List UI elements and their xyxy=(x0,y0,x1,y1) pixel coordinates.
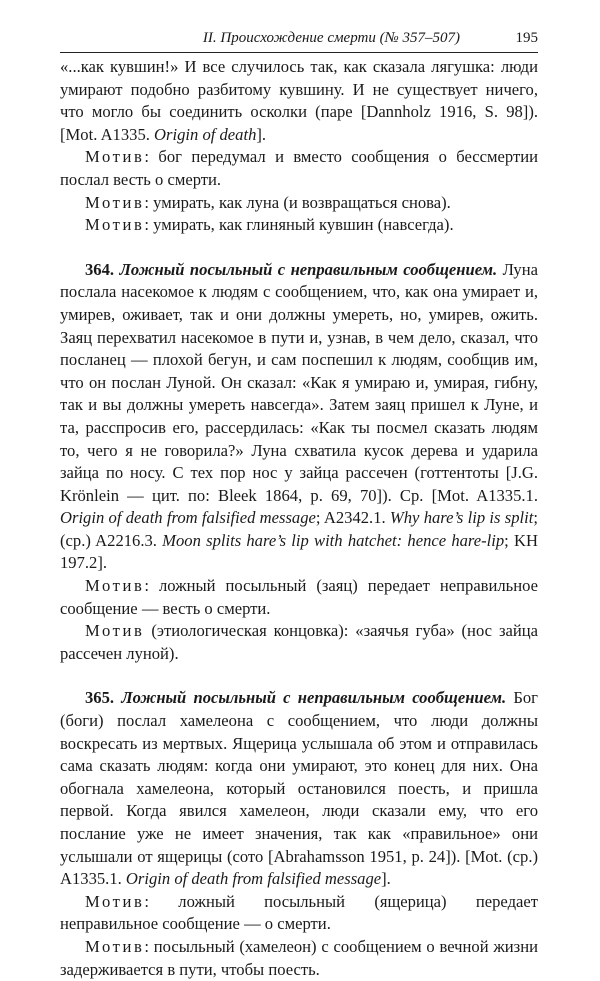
running-header xyxy=(60,28,538,53)
motif-label: Мотив xyxy=(85,891,145,911)
motif-label: Мотив xyxy=(85,192,145,212)
page-body xyxy=(60,56,538,981)
motif-label: Мотив xyxy=(85,621,145,641)
motif-label: Мотив xyxy=(85,576,145,596)
motif-line: Мотив: ложный посыльный (ящерица) передает неправильное сообщение — о смерти. xyxy=(60,891,538,934)
entry-title: Ложный посыльный с неправильным сообщением. xyxy=(119,259,498,279)
motif-label: Мотив xyxy=(85,936,145,956)
motif-label: Мотив xyxy=(85,215,145,235)
entry-number: 365. xyxy=(85,688,115,708)
entry-364: 364. Ложный посыльный с неправильным сообщением. Луна послала насекомое к людям с сообщением, что, как она умирает и, умирев, оживает, так и они должны умереть, но, умирев, ожить. Заяц перехватил насекомое в пути и, узнав, в чем дело, сказал, что посланец — плохой бегун, и сам поспешил к людям, сообщив им, что он послан Луной. Он сказал: «Как я умираю и, умирая, гибну, так и вы должны умереть навсегда». Затем заяц пришел к Луне, и та, расспросив его, рассердилась: «Как ты посмел сказать людям то, чего я не говорила?» Луна схватила кусок дерева и ударила зайца по носу. С тех пор нос у зайца рассечен (готтентоты [J.G. Krönlein — цит. по: Bleek 1864, p. 69, 70]). Ср. [Mot. A1335.1. Origin of death from falsified message; A2342.1. Why hare’s lip is split; (ср.) A2216.3. Moon splits hare’s lip with hatchet: hence hare-lip; KH 197.2]. xyxy=(60,259,538,573)
motif-line: Мотив: бог передумал и вместо сообщения о бессмертии послал весть о смерти. xyxy=(60,147,538,189)
motif-line: Мотив: ложный посыльный (заяц) передает неправильное сообщение — весть о смерти. xyxy=(60,576,538,618)
motif-line: Мотив (этиологическая концовка): «заячья губа» (нос зайца рассечен луной). xyxy=(60,621,538,663)
entry-number: 364. xyxy=(85,259,115,279)
page-number: 195 xyxy=(515,30,538,46)
motif-line: Мотив: умирать, как глиняный кувшин (навсегда). xyxy=(85,215,454,235)
motif-line: Мотив: умирать, как луна (и возвращаться снова). xyxy=(85,192,451,212)
motif-label: Мотив xyxy=(85,147,145,167)
entry-title: Ложный посыльный с неправильным сообщением. xyxy=(121,688,507,708)
running-title: II. Происхождение смерти (№ 357–507) xyxy=(202,30,460,46)
intro-paragraph: «...как кувшин!» И все случилось так, как сказала лягушка: люди умирают подобно разбитому кувшину. И не существует ничего, что могло бы соединить осколки (паре [Dannholz 1916, S. 98]). [Mot. A1335. Origin of death]. xyxy=(60,57,538,144)
motif-line: Мотив: посыльный (хамелеон) с сообщением о вечной жизни задерживается в пути, чтобы поесть. xyxy=(60,936,538,979)
entry-365: 365. Ложный посыльный с неправильным сообщением. Бог (боги) послал хамелеона с сообщением, что люди должны воскресать из мертвых. Ящерица услышала об этом и отправилась сама сказать людям: когда они умирают, это конец для них. Она обогнала хамелеона, который остановился поесть, и пришла первой. Когда явился хамелеон, люди сказали ему, что его послание уже не имеет значения, так как «правильное» они услышали от ящерицы (сото [Abrahamsson 1951, p. 24]). [Mot. (ср.) A1335.1. Origin of death from falsified message]. xyxy=(60,688,538,889)
